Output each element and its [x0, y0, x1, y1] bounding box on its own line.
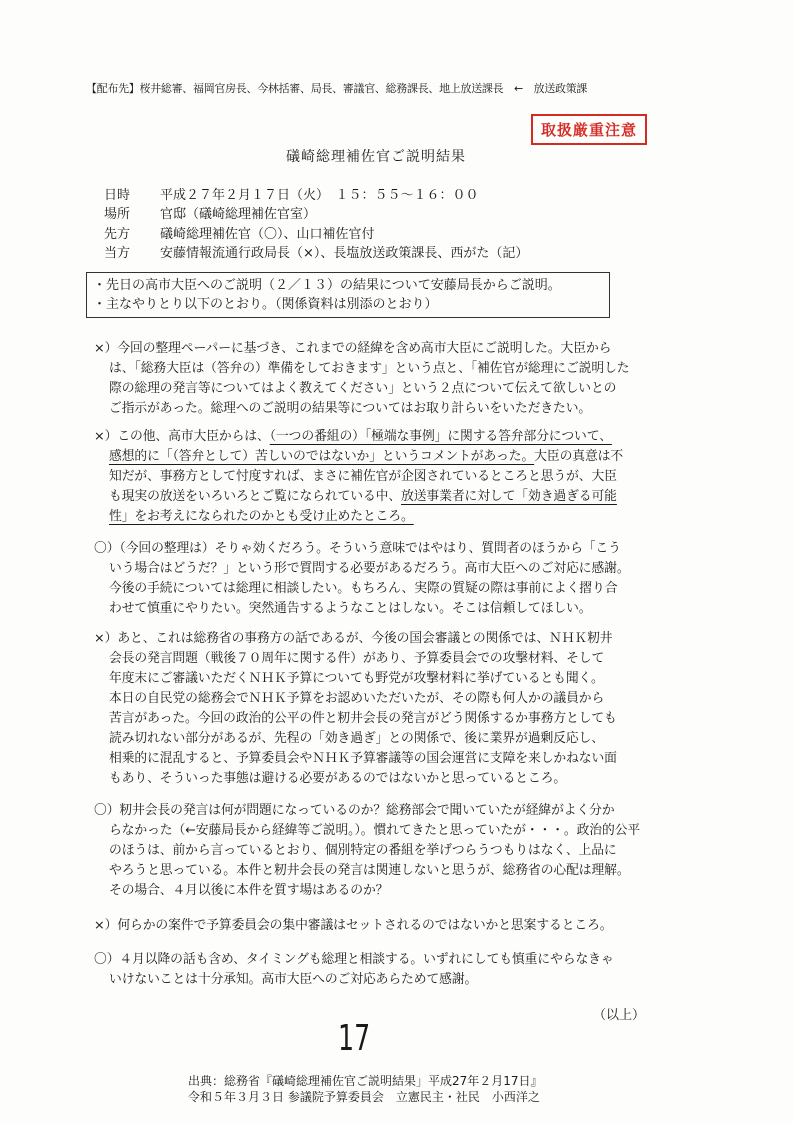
exchange-paragraph-7	[94, 950, 614, 990]
paragraph-line: 相乗的に混乱すると、予算委員会やＮＨＫ予算審議等の国会運営に支障を来しかねない面	[109, 751, 617, 766]
paragraph-line: ×）あと、これは総務省の事務方の話であるが、今後の国会審議との関係では、ＮＨＫ籾井	[94, 631, 613, 646]
paragraph-line: ご指示があった。総理へのご説明の結果等についてはお取り計らいをいただきたい。	[109, 401, 592, 416]
exchange-paragraph-2	[94, 427, 623, 527]
meta-label: 日時	[104, 188, 131, 203]
paragraph-line: 本日の自民党の総務会でＮＨＫ予算をお認めいただいたが、その際も何人かの議員から	[109, 691, 605, 706]
confidential-stamp: 取扱厳重注意	[531, 114, 647, 145]
paragraph-line: いう場合はどうだ？」という形で質問する必要があるだろう。高市大臣へのご対応に感謝。	[109, 561, 630, 576]
distribution-list: 【配布先】桜井総審、福岡官房長、今林括審、局長、審議官、総務課長、地上放送課長 ← 放送政策課	[86, 82, 588, 95]
paragraph-line: 年度末にご審議いただくＮＨＫ予算についても野党が攻撃材料に挙げているとも聞く。	[109, 671, 604, 686]
paragraph-line: 今後の手続については総理に相談したい。もちろん、実際の質疑の際は事前によく摺り合	[109, 581, 618, 596]
meta-row-counterpart	[104, 225, 528, 244]
paragraph-line: 知だが、事務方として忖度すれば、まさに補佐官が企図されているところと思うが、大臣	[109, 469, 617, 484]
paragraph-line: のほうは、前から言っているとおり、個別特定の番組を挙げつらうつもりはなく、上品に	[109, 843, 617, 858]
underlined-text: （一つの番組の）「極端な事例」に関する答弁部分について、	[269, 429, 612, 444]
paragraph-line	[94, 427, 623, 447]
paragraph-line: ×）何らかの案件で予算委員会の集中審議はセットされるのではないかと思案するところ。	[94, 918, 613, 933]
paragraph-line: わせて慎重にやりたい。突然通告するようなことはしない。そこは信頼してほしい。	[109, 601, 592, 616]
meta-value: 安藤情報流通行政局長（×）、長塩放送政策課長、西がた（記）	[160, 245, 529, 261]
paragraph-line: 〇）４月以降の話も含め、タイミングも総理と相談する。いずれにしても慎重にやらなきゃ	[94, 952, 614, 967]
meta-label: 先方	[104, 226, 131, 242]
paragraph-line: 苦言があった。今回の政治的公平の件と籾井会長の発言がどう関係するか事務方としても	[109, 711, 617, 726]
meta-row-datetime	[104, 186, 528, 205]
paragraph-line: らなかった（←安藤局長から経緯等ご説明。）。慣れてきたと思っていたが・・・。政治的公平	[109, 823, 641, 838]
meta-label: 場所	[104, 207, 131, 223]
summary-line: ・先日の高市大臣へのご説明（２／１３）の結果について安藤局長からご説明。	[93, 278, 561, 293]
exchange-paragraph-3	[94, 539, 630, 619]
paragraph-line	[94, 507, 623, 527]
meeting-info	[104, 186, 528, 263]
paragraph-line: 〇）（今回の整理は）そりゃ効くだろう。そういう意味ではやはり、質問者のほうから「こう	[94, 541, 621, 556]
source-caption: 出典：総務省『礒崎総理補佐官ご説明結果」平成27年２月17日』	[188, 1074, 543, 1088]
end-mark: （以上）	[593, 1008, 646, 1023]
summary-line: ・主なやりとり以下のとおり。（関係資料は別添のとおり）	[93, 297, 438, 312]
text-run: も現実の放送をいろいろとご覧になられている中、	[109, 489, 402, 504]
exchange-paragraph-1	[94, 339, 629, 419]
meta-row-our-side	[104, 244, 528, 263]
underlined-text: 放送事業者に対して「効き過ぎる可能	[401, 489, 617, 504]
document-title: 礒崎総理補佐官ご説明結果	[286, 149, 466, 165]
paragraph-line: 読み切れない部分があるが、先程の「効き過ぎ」との関係で、後に業界が過剰反応し、	[109, 731, 604, 746]
underlined-text: 性」をお考えになられたのかとも受け止めたところ。	[109, 509, 414, 524]
text-run: ×）この他、高市大臣からは、	[94, 429, 270, 444]
meta-value: 平成２７年２月１７日（火） １５：５５〜１６：００	[160, 188, 479, 203]
page-number: 17	[338, 1018, 371, 1059]
meta-value: 礒崎総理補佐官（〇）、山口補佐官付	[160, 226, 375, 242]
paragraph-line	[94, 487, 623, 507]
paragraph-line: もあり、そういった事態は避ける必要があるのではないかと思っているところ。	[109, 771, 567, 786]
paragraph-line: その場合、４月以後に本件を質す場はあるのか？	[109, 883, 389, 898]
paragraph-line: いけないことは十分承知。高市大臣へのご対応あらためて感謝。	[109, 972, 478, 987]
paragraph-line: は、「総務大臣は（答弁の）準備をしておきます」という点と、「補佐官が総理にご説明した	[109, 361, 630, 376]
paragraph-line: 〇）籾井会長の発言は何が問題になっているのか？総務部会で聞いていたが経緯がよく分か	[94, 803, 615, 818]
exchange-paragraph-4	[94, 629, 617, 789]
meta-row-place	[104, 205, 528, 224]
paragraph-line: ×）今回の整理ペーパーに基づき、これまでの経緯を含め高市大臣にご説明した。大臣から	[94, 341, 612, 356]
meta-label: 当方	[104, 245, 131, 261]
exchange-paragraph-6	[94, 916, 613, 936]
paragraph-line: 際の総理の発言等についてはよく教えてください」という２点について伝えて欲しいとの	[109, 381, 617, 396]
text-run: 大臣の真意は不	[534, 449, 624, 464]
paragraph-line	[94, 447, 623, 467]
exchange-paragraph-5	[94, 801, 640, 901]
meta-value: 官邸（礒崎総理補佐官室）	[160, 207, 317, 223]
underlined-text: 感想的に「（答弁として）苦しいのではないか」というコメントがあった。	[109, 449, 535, 464]
paragraph-line: 会長の発言問題（戦後７０周年に関する件）があり、予算委員会での攻撃材料、そして	[109, 651, 605, 666]
source-caption: 令和５年３月３日 参議院予算委員会 立憲民主・社民 小西洋之	[188, 1090, 540, 1104]
summary-box	[86, 272, 610, 318]
paragraph-line: やろうと思っている。本件と籾井会長の発言は関連しないと思うが、総務省の心配は理解。	[109, 863, 630, 878]
